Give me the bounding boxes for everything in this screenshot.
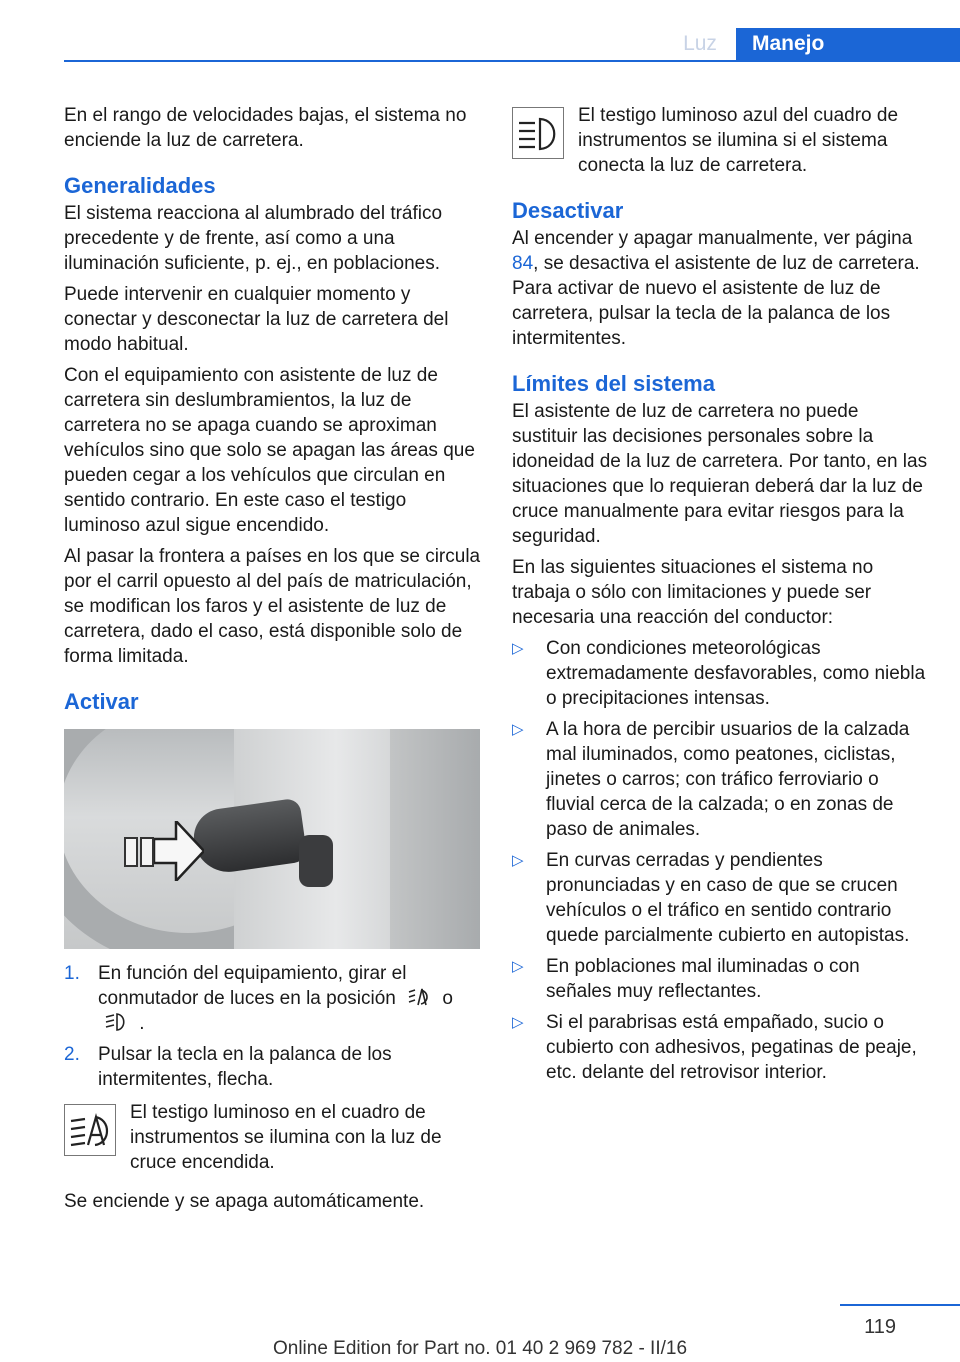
- list-item-text: Con condiciones meteorológicas extremadamente desfavorables, como niebla o precipitaciones intensas.: [546, 638, 926, 709]
- heading-generalidades: Generalidades: [64, 173, 216, 198]
- generalidades-p4: Al pasar la frontera a países en los que se circula por el carril opuesto al del país de matriculación, se modifican los faros y el asistente de luz de carretera, dado el caso, está disponible solo de forma limitada.: [64, 546, 481, 667]
- limitations-list: [512, 636, 928, 1085]
- list-item: [512, 954, 928, 1004]
- high-beam-icon: [513, 108, 563, 158]
- header-section-luz: Luz: [683, 32, 717, 55]
- step-2: [64, 1042, 484, 1092]
- desactivar-text-b: , se desactiva el asistente de luz de carretera. Para activar de nuevo el asistente de luz de carretera, pulsar la tecla de la palanca de los intermitentes.: [512, 253, 920, 349]
- desactivar-text-a: Al encender y apagar manualmente, ver página: [512, 228, 913, 249]
- footer-rule: [840, 1304, 960, 1306]
- list-item: [512, 717, 928, 842]
- intro-paragraph: En el rango de velocidades bajas, el sistema no enciende la luz de carretera.: [64, 105, 467, 151]
- left-column: [64, 103, 484, 1220]
- lever-tip-shape: [299, 835, 333, 887]
- list-item: [512, 848, 928, 948]
- bullet-triangle-icon: ▷: [512, 721, 524, 738]
- motion-bar-1: [124, 837, 138, 867]
- heading-limites: Límites del sistema: [512, 371, 715, 396]
- list-item-text: Si el parabrisas está empañado, sucio o cubierto con adhesivos, pegatinas de peaje, etc. delante del retrovisor interior.: [546, 1012, 917, 1083]
- generalidades-p3: Con el equipamiento con asistente de luz de carretera sin deslumbramientos, la luz de carretera no se apaga cuando se aproximan vehículos sino que solo se apagan las áreas que pueden cegar a los vehículos que circulan en sentido contrario. En este caso el testigo luminoso azul sigue encendido.: [64, 365, 475, 536]
- indicator-box: [512, 107, 564, 159]
- step-2-number: 2.: [64, 1044, 80, 1065]
- bullet-triangle-icon: ▷: [512, 852, 524, 869]
- list-item: [512, 636, 928, 711]
- list-item-text: A la hora de percibir usuarios de la calzada mal iluminados, como peatones, ciclistas, jinetes o carros; con tráfico ferroviario o fluvial cerca de la calzada; o en zonas de paso de animales.: [546, 719, 910, 840]
- generalidades-p1: El sistema reacciona al alumbrado del tráfico precedente y de frente, así como a una iluminación suficiente, p. ej., en poblaciones.: [64, 203, 443, 274]
- limites-p2: En las siguientes situaciones el sistema no trabaja o sólo con limitaciones y puede ser necesaria una reacción del conductor:: [512, 557, 874, 628]
- high-beam-assistant-icon: [65, 1105, 115, 1155]
- page-84-link[interactable]: 84: [512, 253, 534, 274]
- low-beam-indicator-text: El testigo luminoso en el cuadro de instrumentos se ilumina con la luz de cruce encendida.: [130, 1102, 442, 1173]
- bullet-triangle-icon: ▷: [512, 1014, 524, 1031]
- list-item-text: En curvas cerradas y pendientes pronunciadas y en caso de que se crucen vehículos o el tráfico en sentido contrario quede parcialmente cubierto en autopistas.: [546, 850, 910, 946]
- header-chapter-manejo: Manejo: [736, 28, 960, 62]
- high-beam-indicator-note: [512, 103, 928, 178]
- light-switch-auto-icon: [407, 986, 431, 1008]
- edition-note: Online Edition for Part no. 01 40 2 969 782 - II/16: [272, 1338, 688, 1359]
- indicator-box: [64, 1104, 116, 1156]
- list-item: [512, 1010, 928, 1085]
- list-item-text: En poblaciones mal iluminadas o con señales muy reflectantes.: [546, 956, 860, 1002]
- step-1-text: En función del equipamiento, girar el conmutador de luces en la posición: [98, 963, 407, 1009]
- step-1-or: o: [442, 988, 453, 1009]
- right-column: [512, 103, 928, 1091]
- step-2-text: Pulsar la tecla en la palanca de los intermitentes, flecha.: [98, 1044, 392, 1090]
- light-switch-lowbeam-icon: [104, 1011, 128, 1033]
- desactivar-paragraph: [512, 226, 928, 351]
- limites-p1: El asistente de luz de carretera no puede sustituir las decisiones personales sobre la idoneidad de la luz de carretera. Por tanto, en las situaciones que lo requieran deberá dar la luz de cruce manualmente para evitar riesgos para la seguridad.: [512, 401, 928, 547]
- motion-bar-2: [140, 837, 154, 867]
- page-number: 119: [864, 1316, 896, 1338]
- heading-activar: Activar: [64, 689, 139, 714]
- turn-signal-lever-photo: [64, 729, 480, 949]
- panel-shape: [390, 729, 480, 949]
- low-beam-indicator-note: [64, 1100, 484, 1175]
- closing-paragraph: Se enciende y se apaga automáticamente.: [64, 1191, 425, 1212]
- arrow-icon: [154, 821, 204, 881]
- bullet-triangle-icon: ▷: [512, 640, 524, 657]
- high-beam-indicator-text: El testigo luminoso azul del cuadro de instrumentos se ilumina si el sistema conecta la luz de carretera.: [578, 105, 899, 176]
- step-1: [64, 961, 484, 1036]
- generalidades-p2: Puede intervenir en cualquier momento y conectar y desconectar la luz de carretera del modo habitual.: [64, 284, 449, 355]
- heading-desactivar: Desactivar: [512, 198, 624, 223]
- header-rule: [64, 60, 960, 62]
- step-1-number: 1.: [64, 963, 80, 984]
- bullet-triangle-icon: ▷: [512, 958, 524, 975]
- step-1-end: .: [139, 1013, 145, 1034]
- activation-steps: [64, 961, 484, 1092]
